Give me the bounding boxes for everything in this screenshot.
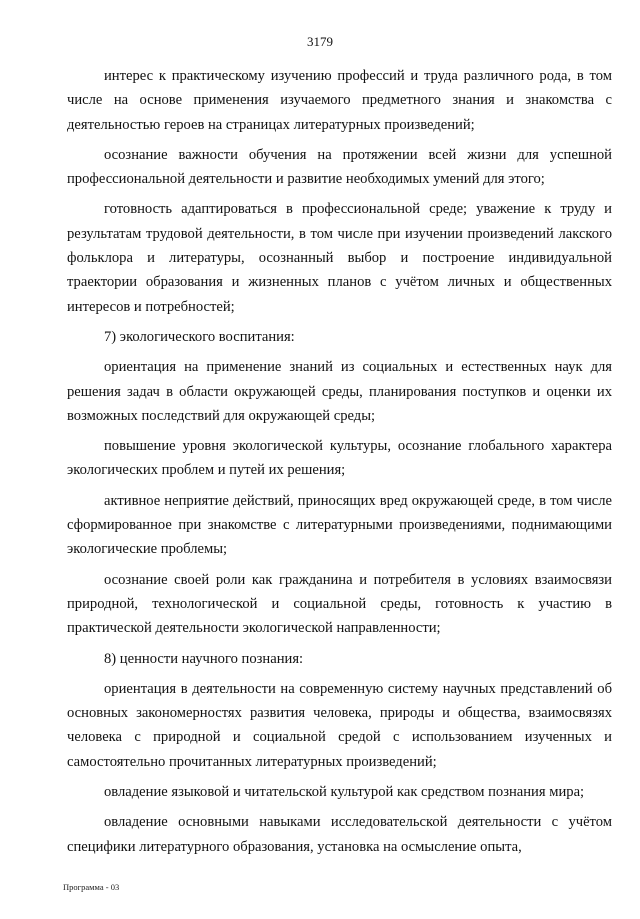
paragraph-professional-adaptation: готовность адаптироваться в профессиональной среде; уважение к труду и результатам трудовой деятельности, в том числе при изучении произведений лакского фольклора и литературы, осознанный выбор и построение индивидуальной траектории образования и жизненных планов с учётом личных и общественных интересов и потребностей;	[67, 201, 612, 315]
section-heading-ecological: 7) экологического воспитания:	[104, 328, 295, 345]
paragraph-lifelong-learning: осознание важности обучения на протяжении всей жизни для успешной профессиональной деятельности и развитие необходимых умений для этого;	[67, 146, 612, 188]
paragraph-career-interest: интерес к практическому изучению профессий и труда различного рода, в том числе на основе применения изучаемого предметного знания и знакомства с деятельностью героев на страницах литературных произведений;	[67, 68, 612, 133]
section-heading-scientific: 8) ценности научного познания:	[104, 650, 304, 667]
paragraph-scientific-orientation: ориентация в деятельности на современную систему научных представлений об основных закономерностях развития человека, природы и общества, взаимосвязях человека с природной и социальной средой с использованием изученных и самостоятельно прочитанных литературных произведений;	[67, 680, 612, 770]
footer-label: Программа - 03	[63, 882, 120, 892]
paragraph-applied-knowledge: ориентация на применение знаний из социальных и естественных наук для решения задач в области окружающей среды, планирования поступков и оценки их возможных последствий для окружающей среды;	[67, 359, 612, 424]
page-number: 3179	[307, 34, 333, 49]
paragraph-rejection-of-harm: активное неприятие действий, приносящих вред окружающей среде, в том числе сформированное при знакомстве с литературными произведениями, поднимающими экологические проблемы;	[67, 492, 612, 558]
paragraph-citizen-role: осознание своей роли как гражданина и потребителя в условиях взаимосвязи природной, технологической и социальной среды, готовность к участию в практической деятельности экологической направленности;	[67, 571, 612, 637]
document-body	[67, 64, 612, 859]
paragraph-research-skills: овладение основными навыками исследовательской деятельности с учётом специфики литературного образования, установка на осмысление опыта,	[67, 814, 612, 855]
paragraph-ecological-culture: повышение уровня экологической культуры, осознание глобального характера экологических проблем и путей их решения;	[67, 438, 612, 479]
paragraph-language-culture: овладение языковой и читательской культурой как средством познания мира;	[104, 784, 585, 801]
